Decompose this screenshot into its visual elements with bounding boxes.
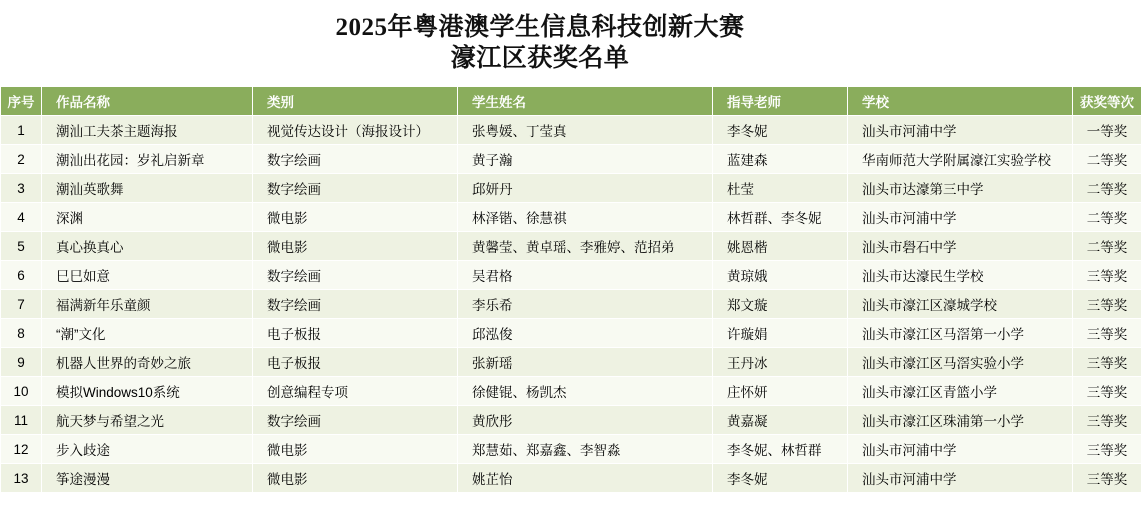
cell-school: 汕头市达濠第三中学 (848, 174, 1073, 203)
cell-work-name: 筝途漫漫 (42, 464, 253, 493)
cell-school: 汕头市濠江区马滘第一小学 (848, 319, 1073, 348)
cell-student: 黄子瀚 (458, 145, 713, 174)
cell-index: 12 (1, 435, 42, 464)
cell-award: 三等奖 (1073, 377, 1142, 406)
cell-work-name: 巳巳如意 (42, 261, 253, 290)
cell-index: 8 (1, 319, 42, 348)
cell-work-name: 航天梦与希望之光 (42, 406, 253, 435)
cell-teacher: 李冬妮、林哲群 (713, 435, 848, 464)
cell-student: 张粤媛、丁莹真 (458, 116, 713, 145)
cell-work-name: 潮汕工夫茶主题海报 (42, 116, 253, 145)
cell-category: 电子板报 (253, 348, 458, 377)
cell-work-name: 模拟Windows10系统 (42, 377, 253, 406)
cell-teacher: 杜莹 (713, 174, 848, 203)
cell-award: 二等奖 (1073, 145, 1142, 174)
table-row (1, 348, 1142, 377)
table-body (1, 116, 1142, 493)
cell-work-name: 深渊 (42, 203, 253, 232)
cell-award: 二等奖 (1073, 203, 1142, 232)
cell-index: 5 (1, 232, 42, 261)
table-row (1, 261, 1142, 290)
cell-student: 黄馨莹、黄卓瑶、李雅婷、范招弟 (458, 232, 713, 261)
cell-work-name: “潮”文化 (42, 319, 253, 348)
cell-teacher: 黄嘉凝 (713, 406, 848, 435)
cell-index: 2 (1, 145, 42, 174)
cell-school: 汕头市濠江区濠城学校 (848, 290, 1073, 319)
cell-award: 二等奖 (1073, 232, 1142, 261)
cell-award: 三等奖 (1073, 319, 1142, 348)
title-line-1: 2025年粤港澳学生信息科技创新大赛 (335, 14, 745, 41)
cell-student: 张新瑶 (458, 348, 713, 377)
cell-student: 吴君格 (458, 261, 713, 290)
table-row (1, 319, 1142, 348)
cell-school: 汕头市濠江区青篮小学 (848, 377, 1073, 406)
cell-student: 林泽锴、徐慧祺 (458, 203, 713, 232)
cell-student: 黄欣彤 (458, 406, 713, 435)
cell-category: 数字绘画 (253, 261, 458, 290)
cell-category: 数字绘画 (253, 406, 458, 435)
cell-teacher: 李冬妮 (713, 464, 848, 493)
cell-category: 电子板报 (253, 319, 458, 348)
cell-award: 三等奖 (1073, 261, 1142, 290)
cell-category: 数字绘画 (253, 145, 458, 174)
cell-school: 汕头市河浦中学 (848, 464, 1073, 493)
cell-teacher: 庄怀妍 (713, 377, 848, 406)
column-header-work-name: 作品名称 (42, 87, 253, 116)
cell-index: 9 (1, 348, 42, 377)
cell-teacher: 郑文璇 (713, 290, 848, 319)
cell-index: 4 (1, 203, 42, 232)
cell-work-name: 机器人世界的奇妙之旅 (42, 348, 253, 377)
table-row (1, 116, 1142, 145)
table-row (1, 435, 1142, 464)
cell-award: 三等奖 (1073, 348, 1142, 377)
cell-student: 李乐希 (458, 290, 713, 319)
title-line-2: 濠江区获奖名单 (450, 45, 630, 72)
column-header-school: 学校 (848, 87, 1073, 116)
cell-work-name: 福满新年乐童颜 (42, 290, 253, 319)
cell-index: 10 (1, 377, 42, 406)
table-row (1, 145, 1142, 174)
cell-student: 姚芷怡 (458, 464, 713, 493)
column-header-award: 获奖等次 (1073, 87, 1142, 116)
cell-category: 微电影 (253, 464, 458, 493)
table-row (1, 464, 1142, 493)
cell-index: 3 (1, 174, 42, 203)
cell-category: 微电影 (253, 232, 458, 261)
cell-award: 一等奖 (1073, 116, 1142, 145)
cell-index: 7 (1, 290, 42, 319)
table-row (1, 232, 1142, 261)
table-header-row (1, 87, 1142, 116)
table-row (1, 377, 1142, 406)
award-list-table (0, 86, 1142, 493)
cell-category: 数字绘画 (253, 290, 458, 319)
cell-work-name: 真心换真心 (42, 232, 253, 261)
cell-school: 华南师范大学附属濠江实验学校 (848, 145, 1073, 174)
cell-school: 汕头市达濠民生学校 (848, 261, 1073, 290)
column-header-category: 类别 (253, 87, 458, 116)
table-header (1, 87, 1142, 116)
cell-category: 创意编程专项 (253, 377, 458, 406)
cell-teacher: 王丹冰 (713, 348, 848, 377)
cell-category: 微电影 (253, 203, 458, 232)
cell-teacher: 黄琼娥 (713, 261, 848, 290)
cell-award: 三等奖 (1073, 406, 1142, 435)
cell-school: 汕头市河浦中学 (848, 435, 1073, 464)
cell-student: 郑慧茹、郑嘉鑫、李智淼 (458, 435, 713, 464)
cell-teacher: 姚恩楷 (713, 232, 848, 261)
cell-index: 6 (1, 261, 42, 290)
column-header-student: 学生姓名 (458, 87, 713, 116)
cell-award: 三等奖 (1073, 435, 1142, 464)
cell-student: 徐健锟、杨凯杰 (458, 377, 713, 406)
document-title (0, 0, 1080, 74)
cell-category: 视觉传达设计（海报设计） (253, 116, 458, 145)
cell-school: 汕头市礐石中学 (848, 232, 1073, 261)
table-row (1, 290, 1142, 319)
table-row (1, 406, 1142, 435)
cell-student: 邱泓俊 (458, 319, 713, 348)
cell-school: 汕头市河浦中学 (848, 203, 1073, 232)
cell-work-name: 潮汕出花园：岁礼启新章 (42, 145, 253, 174)
cell-teacher: 林哲群、李冬妮 (713, 203, 848, 232)
cell-award: 二等奖 (1073, 174, 1142, 203)
cell-category: 微电影 (253, 435, 458, 464)
column-header-teacher: 指导老师 (713, 87, 848, 116)
cell-work-name: 步入歧途 (42, 435, 253, 464)
cell-index: 1 (1, 116, 42, 145)
cell-award: 三等奖 (1073, 290, 1142, 319)
cell-student: 邱妍丹 (458, 174, 713, 203)
cell-school: 汕头市濠江区珠浦第一小学 (848, 406, 1073, 435)
table-row (1, 174, 1142, 203)
cell-teacher: 李冬妮 (713, 116, 848, 145)
cell-award: 三等奖 (1073, 464, 1142, 493)
cell-category: 数字绘画 (253, 174, 458, 203)
cell-index: 11 (1, 406, 42, 435)
cell-index: 13 (1, 464, 42, 493)
column-header-index: 序号 (1, 87, 42, 116)
cell-school: 汕头市濠江区马滘实验小学 (848, 348, 1073, 377)
cell-work-name: 潮汕英歌舞 (42, 174, 253, 203)
table-row (1, 203, 1142, 232)
cell-teacher: 许璇娟 (713, 319, 848, 348)
cell-teacher: 蓝建森 (713, 145, 848, 174)
cell-school: 汕头市河浦中学 (848, 116, 1073, 145)
